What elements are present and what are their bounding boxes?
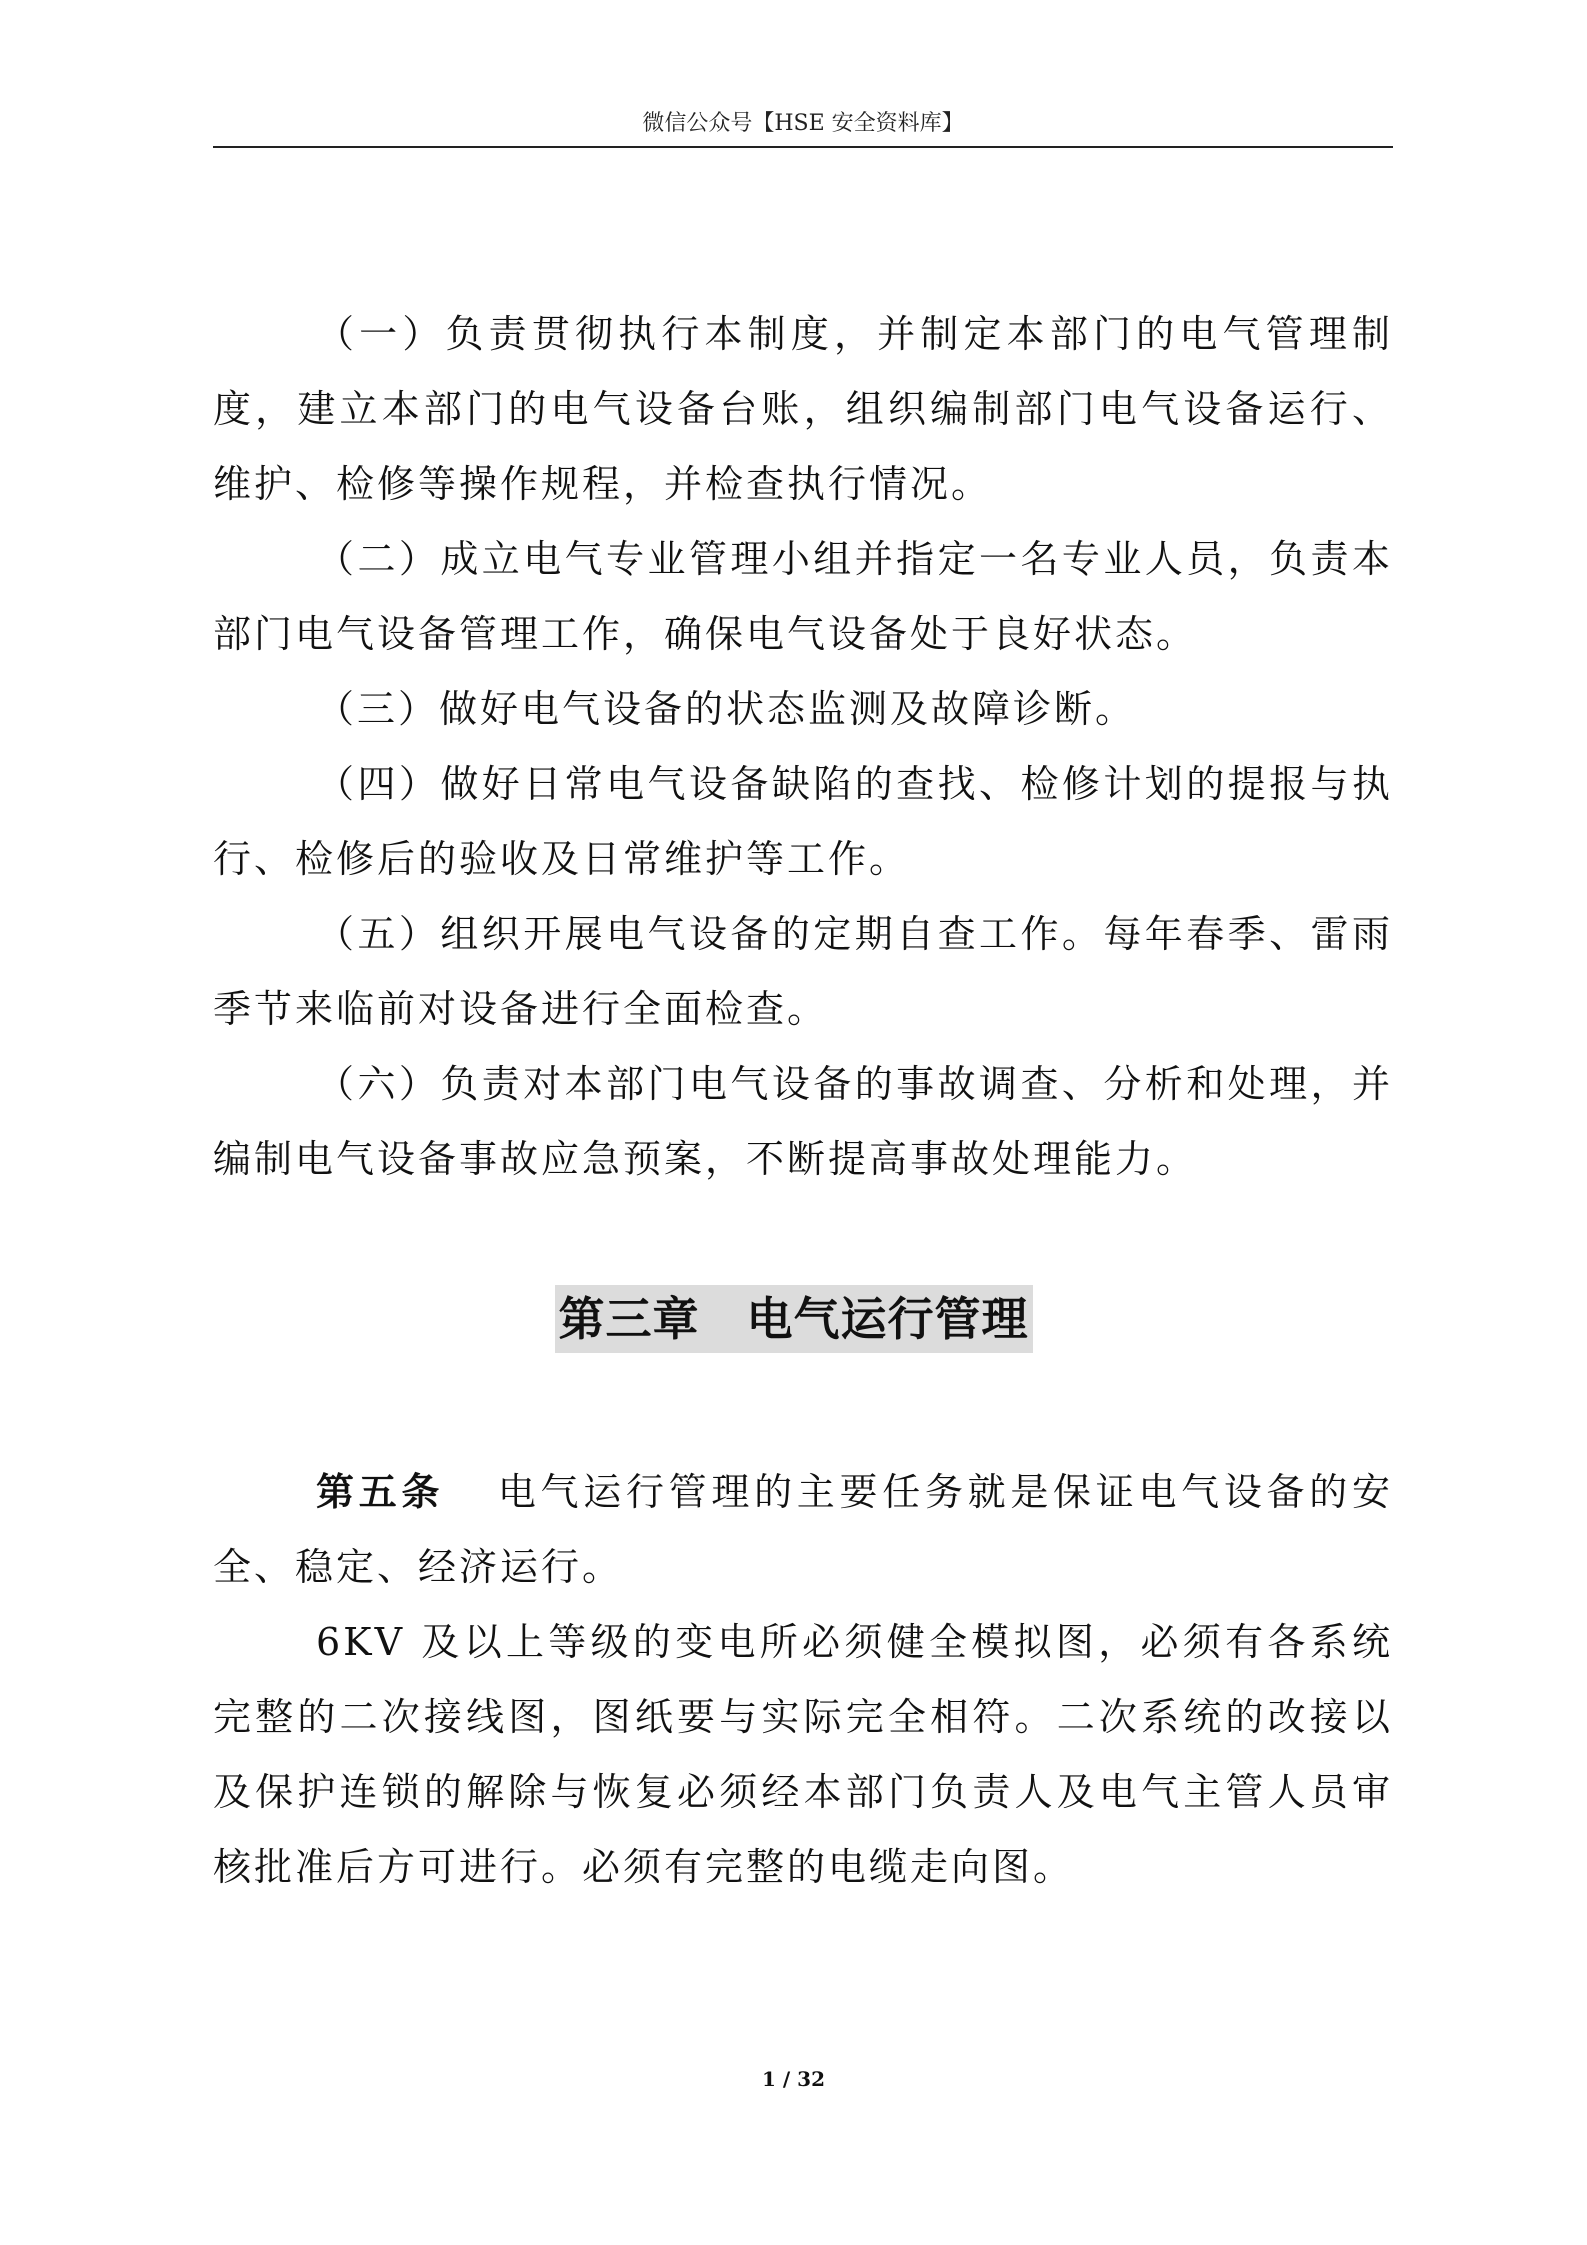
paragraph-responsibility-2: （二）成立电气专业管理小组并指定一名专业人员，负责本部门电气设备管理工作，确保电气设备处于良好状态。 [213,537,1393,656]
paragraph-responsibility-1: （一）负责贯彻执行本制度，并制定本部门的电气管理制度，建立本部门的电气设备台账，组织编制部门电气设备运行、维护、检修等操作规程，并检查执行情况。 [213,312,1393,506]
chapter-heading [0,1285,1587,1353]
chapter-title: 第三章 电气运行管理 [555,1285,1033,1353]
page-number: 1 / 32 [762,2067,825,2091]
article-5-label: 第五条 [316,1470,445,1514]
paragraph-responsibility-4: （四）做好日常电气设备缺陷的查找、检修计划的提报与执行、检修后的验收及日常维护等工作。 [213,762,1393,881]
page-header: 微信公众号【HSE 安全资料库】 [642,111,964,136]
article-5-text: 电气运行管理的主要任务就是保证电气设备的安全、稳定、经济运行。 [213,1470,1393,1589]
article-5 [213,1455,1393,1605]
header-divider [213,146,1393,148]
paragraph-responsibility-3: （三）做好电气设备的状态监测及故障诊断。 [316,687,1137,731]
paragraph-responsibility-5: （五）组织开展电气设备的定期自查工作。每年春季、雷雨季节来临前对设备进行全面检查。 [213,912,1393,1031]
paragraph-responsibility-6: （六）负责对本部门电气设备的事故调查、分析和处理，并编制电气设备事故应急预案，不断提高事故处理能力。 [213,1062,1393,1181]
paragraph-6kv-substation: 6KV 及以上等级的变电所必须健全模拟图，必须有各系统完整的二次接线图，图纸要与实际完全相符。二次系统的改接以及保护连锁的解除与恢复必须经本部门负责人及电气主管人员审核批准后方可进行。必须有完整的电缆走向图。 [213,1620,1393,1889]
